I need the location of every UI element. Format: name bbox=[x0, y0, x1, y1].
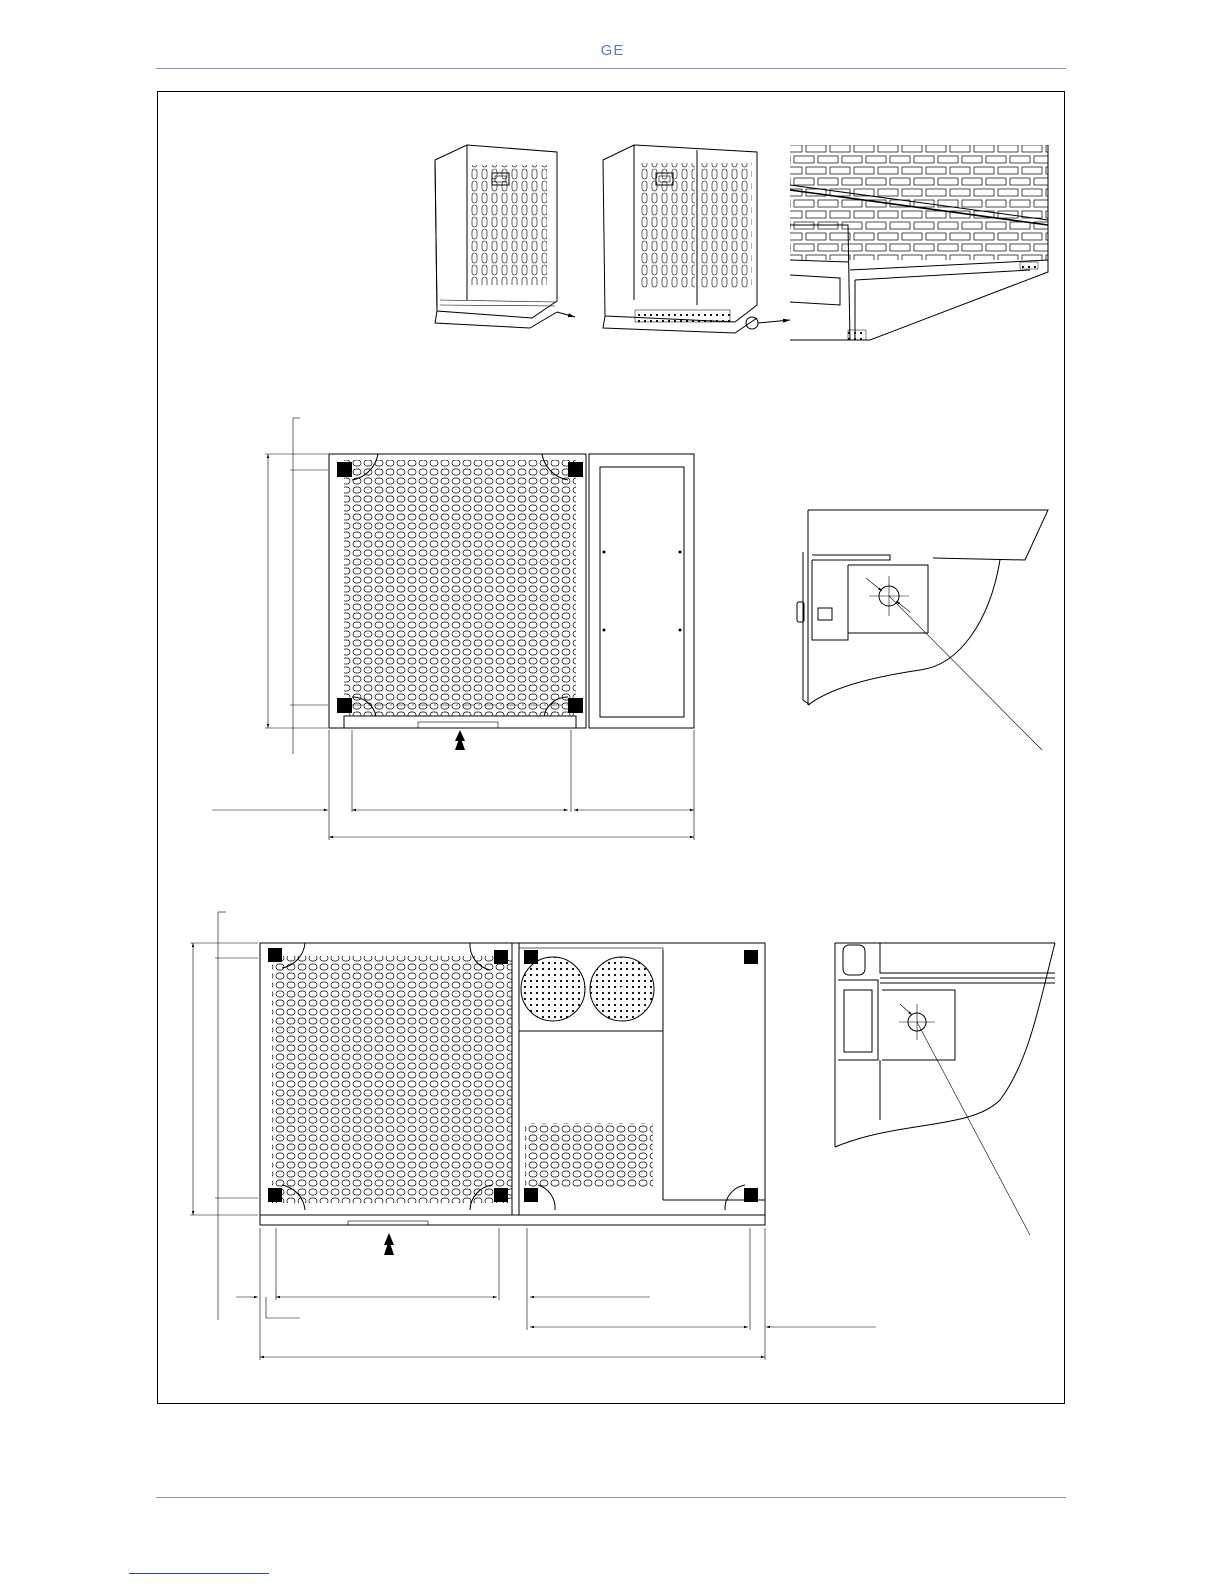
single-cabinet-plan bbox=[212, 418, 694, 840]
header-logo-text: GE bbox=[600, 42, 625, 59]
double-anchor-detail bbox=[835, 943, 1055, 1235]
perspective-base-detail bbox=[790, 145, 1048, 340]
single-anchor-detail bbox=[797, 510, 1048, 750]
double-cabinet-plan bbox=[190, 912, 876, 1360]
perspective-single-cabinet bbox=[435, 145, 575, 328]
perspective-double-cabinet bbox=[603, 145, 790, 333]
